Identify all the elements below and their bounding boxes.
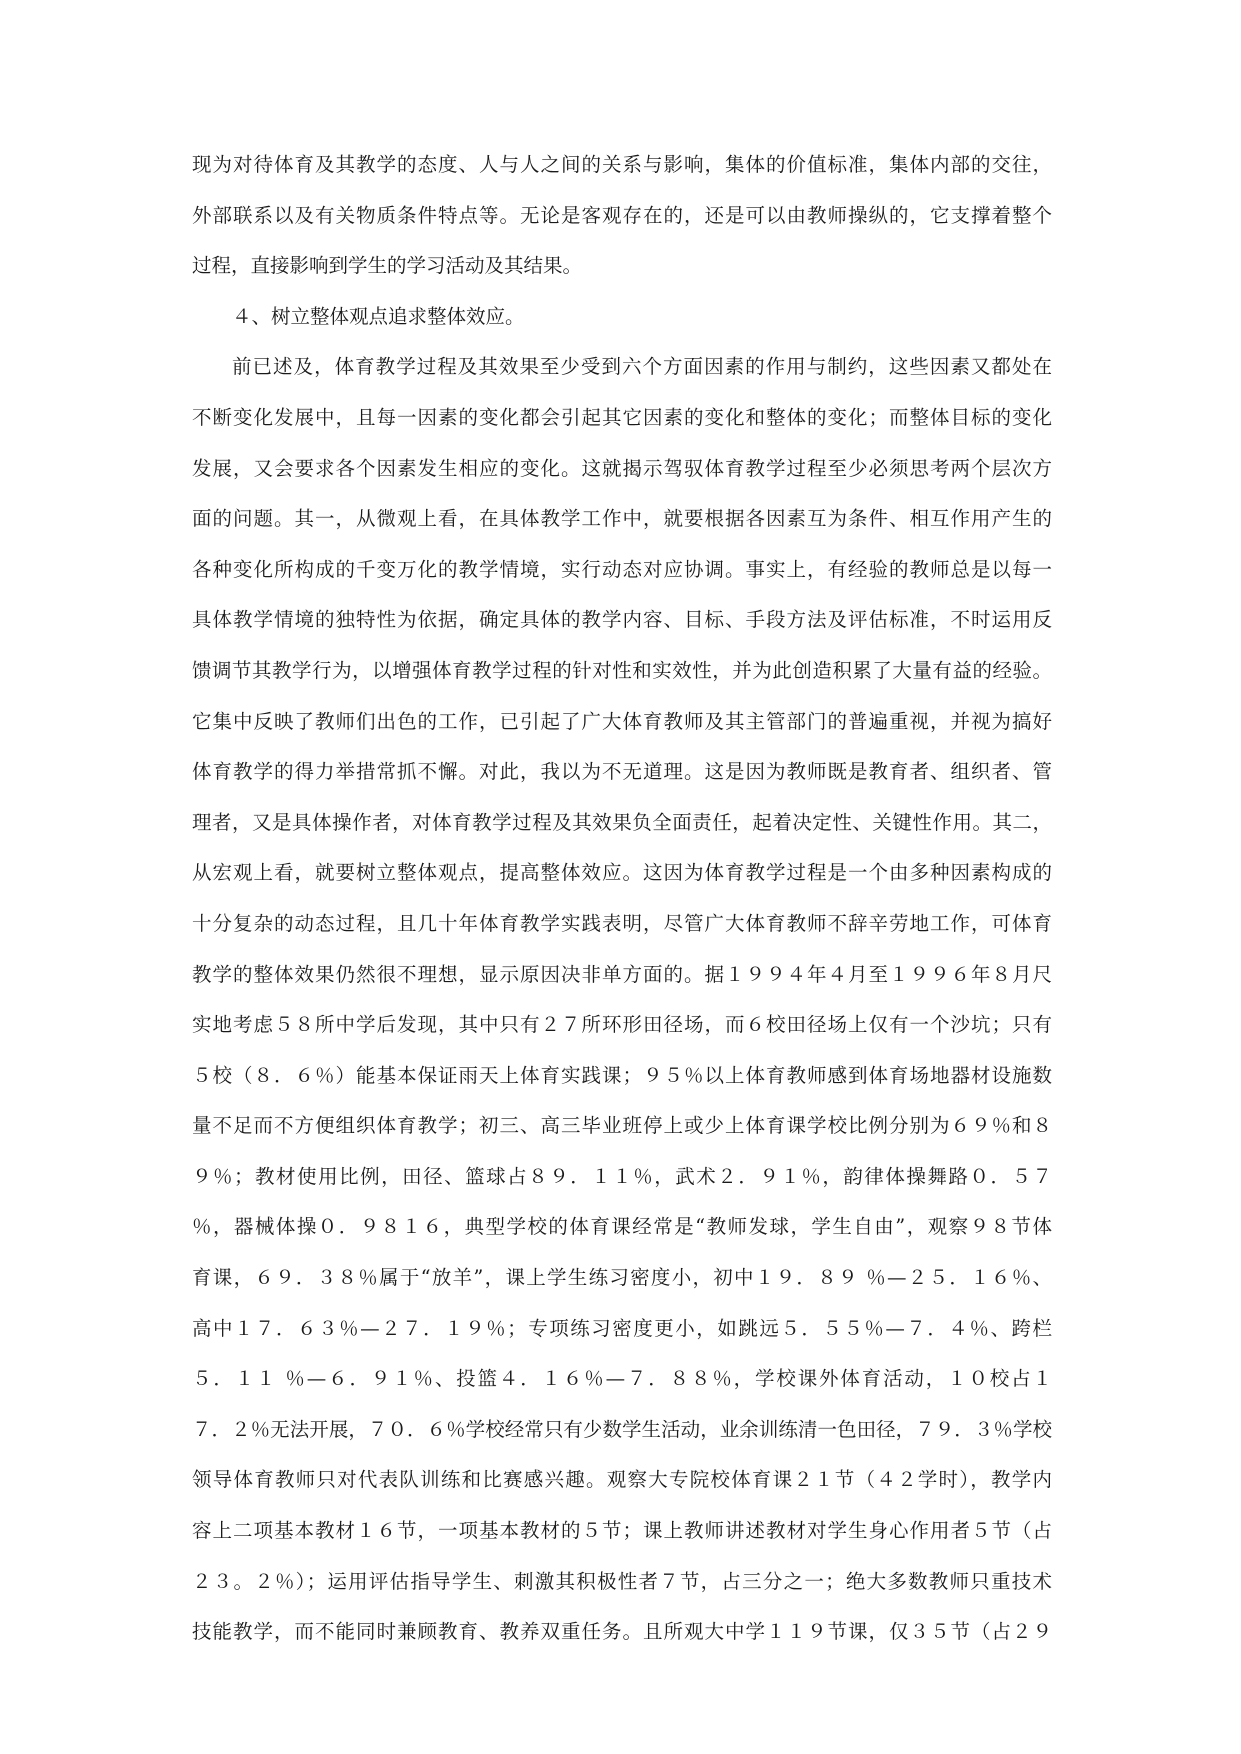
text-line: ４、树立整体观点追求整体效应。 [232,304,525,328]
text-line: 馈调节其教学行为，以增强体育教学过程的针对性和实效性，并为此创造积累了大量有益的经验。 [192,658,1052,682]
text-line: 外部联系以及有关物质条件特点等。无论是客观存在的，还是可以由教师操纵的，它支撑着整个 [192,203,1052,227]
text-line: 教学的整体效果仍然很不理想，显示原因决非单方面的。据１９９４年４月至１９９６年８月尺 [192,962,1052,986]
text-line: 高中１７．６３％—２７．１９％；专项练习密度更小，如跳远５．５５％—７．４％、跨栏 [192,1316,1052,1340]
text-line: ５校（８．６％）能基本保证雨天上体育实践课；９５％以上体育教师感到体育场地器材设施数 [192,1063,1052,1087]
text-line: ９％；教材使用比例，田径、篮球占８９．１１％，武术２．９１％，韵律体操舞路０．５７ [192,1164,1052,1188]
text-line: 它集中反映了教师们出色的工作，已引起了广大体育教师及其主管部门的普遍重视，并视为搞好 [192,709,1052,733]
text-line: 不断变化发展中，且每一因素的变化都会引起其它因素的变化和整体的变化；而整体目标的变化 [192,405,1052,429]
text-line: 从宏观上看，就要树立整体观点，提高整体效应。这因为体育教学过程是一个由多种因素构成的 [192,861,1052,885]
text-line: ２３。２％）；运用评估指导学生、刺激其积极性者７节，占三分之一；绝大多数教师只重技术 [192,1569,1052,1593]
text-line: 发展，又会要求各个因素发生相应的变化。这就揭示驾驭体育教学过程至少必须思考两个层次方 [192,456,1052,480]
text-line: 育课，６９．３８％属于“放羊”，课上学生练习密度小，初中１９．８９ ％—２５．１６％、 [192,1266,1052,1290]
text-line: 前已述及，体育教学过程及其效果至少受到六个方面因素的作用与制约，这些因素又都处在 [232,355,1052,379]
body-text [192,152,1052,1670]
text-line: ５．１１ ％—６．９１％、投篮４．１６％—７．８８％，学校课外体育活动，１０校占１ [192,1367,1052,1391]
text-line: ７．２％无法开展，７０．６％学校经常只有少数学生活动，业余训练清一色田径，７９．３％学校 [192,1417,1052,1441]
text-line: 理者，又是具体操作者，对体育教学过程及其效果负全面责任，起着决定性、关键性作用。其二， [192,810,1052,834]
text-line: 体育教学的得力举措常抓不懈。对此，我以为不无道理。这是因为教师既是教育者、组织者、管 [192,760,1052,784]
text-line: 各种变化所构成的千变万化的教学情境，实行动态对应协调。事实上，有经验的教师总是以每一 [192,557,1052,581]
text-line: 领导体育教师只对代表队训练和比赛感兴趣。观察大专院校体育课２１节（４２学时），教学内 [192,1468,1052,1492]
text-line: 具体教学情境的独特性为依据，确定具体的教学内容、目标、手段方法及评估标准，不时运用反 [192,608,1052,632]
text-line: 过程，直接影响到学生的学习活动及其结果。 [192,254,583,278]
text-line: 量不足而不方便组织体育教学；初三、高三毕业班停上或少上体育课学校比例分别为６９％和８ [192,1114,1052,1138]
text-line: 面的问题。其一，从微观上看，在具体教学工作中，就要根据各因素互为条件、相互作用产生的 [192,507,1052,531]
text-line: ％，器械体操０．９８１６，典型学校的体育课经常是“教师发球，学生自由”，观察９８节体 [192,1215,1052,1239]
text-line: 十分复杂的动态过程，且几十年体育教学实践表明，尽管广大体育教师不辞辛劳地工作，可体育 [192,911,1052,935]
text-line: 技能教学，而不能同时兼顾教育、教养双重任务。且所观大中学１１９节课，仅３５节（占２９ [192,1620,1052,1644]
text-line: 现为对待体育及其教学的态度、人与人之间的关系与影响，集体的价值标准，集体内部的交往， [192,153,1052,176]
text-line: 实地考虑５８所中学后发现，其中只有２７所环形田径场，而６校田径场上仅有一个沙坑；只有 [192,1013,1052,1037]
text-line: 容上二项基本教材１６节，一项基本教材的５节；课上教师讲述教材对学生身心作用者５节（占 [192,1519,1052,1543]
